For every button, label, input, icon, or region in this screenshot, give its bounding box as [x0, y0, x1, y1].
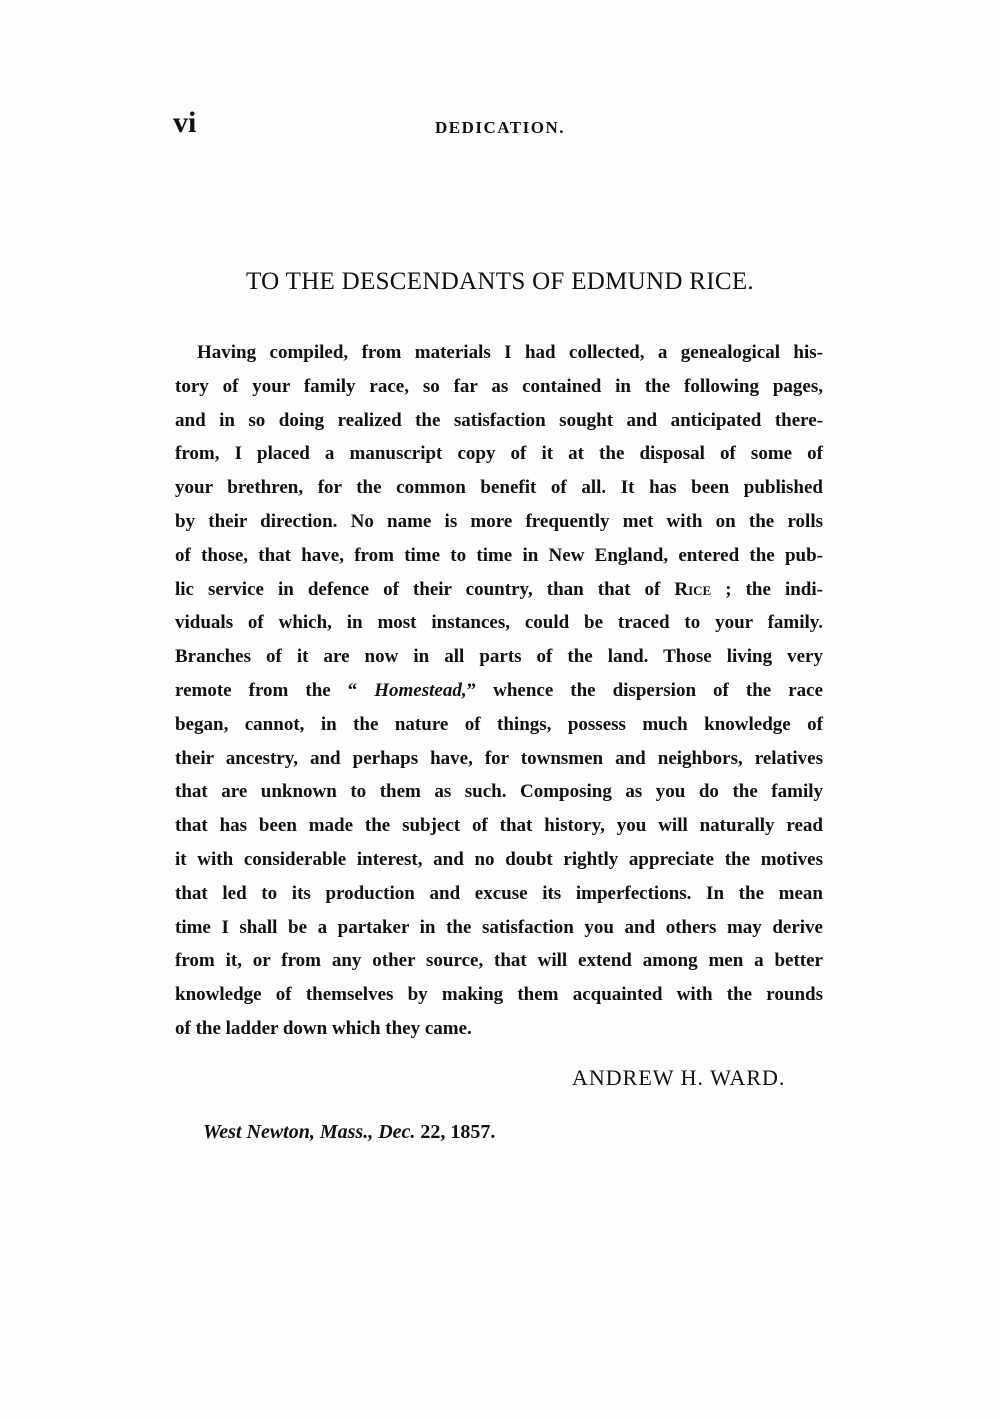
page-number: vi	[173, 106, 197, 139]
dateline-date: 22, 1857.	[415, 1121, 496, 1143]
body-line: that led to its production and excuse its imperfections. In the mean	[175, 882, 823, 904]
body-line: of those, that have, from time to time in New England, entered the pub-	[175, 544, 823, 566]
dateline-place: West Newton, Mass., Dec.	[203, 1121, 416, 1143]
body-line: tory of your family race, so far as contained in the following pages,	[175, 375, 823, 397]
body-line: from it, or from any other source, that will extend among men a better	[175, 950, 823, 972]
dedication-title: TO THE DESCENDANTS OF EDMUND RICE.	[246, 268, 754, 295]
body-line-text: ; the indi-	[711, 578, 823, 600]
dateline	[203, 1121, 495, 1144]
dedication-body	[175, 336, 823, 1046]
body-line	[175, 674, 823, 708]
running-head: DEDICATION.	[434, 118, 565, 137]
body-line: it with considerable interest, and no doubt rightly appreciate the motives	[175, 848, 823, 870]
body-line: viduals of which, in most instances, could be traced to your family.	[175, 612, 823, 634]
body-line-text: lic service in defence of their country, than that of	[175, 578, 675, 600]
body-line: by their direction. No name is more frequently met with on the rolls	[175, 510, 823, 532]
body-line-text: remote from the “	[175, 679, 375, 701]
body-line	[175, 573, 823, 607]
body-line: your brethren, for the common benefit of all. It has been published	[175, 477, 823, 499]
body-line: time I shall be a partaker in the satisfaction you and others may derive	[175, 916, 823, 938]
signature: ANDREW H. WARD.	[572, 1065, 786, 1090]
body-line: of the ladder down which they came.	[175, 1017, 472, 1039]
body-line: that are unknown to them as such. Composing as you do the family	[175, 781, 823, 803]
surname-rice: Rice	[674, 578, 712, 600]
body-line: their ancestry, and perhaps have, for townsmen and neighbors, relatives	[175, 747, 823, 769]
body-line: and in so doing realized the satisfaction sought and anticipated there-	[175, 409, 823, 431]
body-line: Having compiled, from materials I had collected, a genealogical his-	[197, 342, 823, 363]
body-line-text: ” whence the dispersion of the race	[466, 679, 823, 701]
body-line: knowledge of themselves by making them acquainted with the rounds	[175, 984, 823, 1006]
body-line: that has been made the subject of that history, you will naturally read	[175, 815, 823, 837]
body-line: from, I placed a manuscript copy of it at the disposal of some of	[175, 443, 823, 465]
homestead-italic: Homestead,	[374, 679, 467, 701]
body-line: Branches of it are now in all parts of the land. Those living very	[175, 646, 823, 668]
body-line: began, cannot, in the nature of things, possess much knowledge of	[175, 713, 823, 735]
